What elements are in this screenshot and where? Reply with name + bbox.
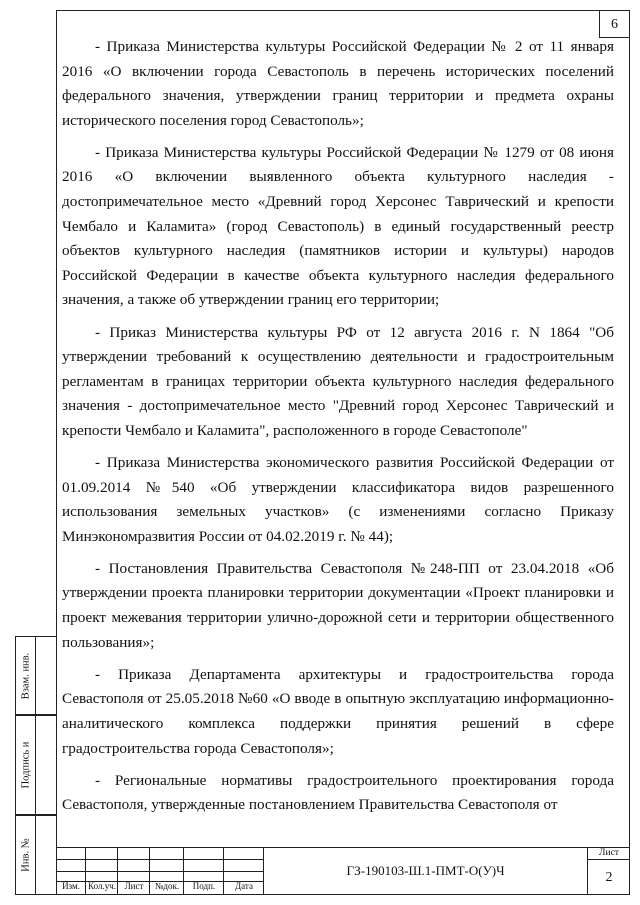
header-list: Лист [124,881,144,891]
document-body [62,35,614,825]
side-label-signature-date: Подпись и [20,741,31,789]
side-label-inv-no: Инв. № [20,838,31,872]
header-date: Дата [235,881,253,891]
sheet-number: 2 [605,870,613,885]
page-number: 6 [599,11,629,38]
header-signature: Подп. [192,881,216,891]
side-box-inv-replaced [15,636,56,715]
paragraph: - Региональные нормативы градостроительного проектирования города Севастополя, утвержденные постановлением Правительства Севастополя от [62,771,614,814]
side-box-inv-no [15,815,56,895]
sheet-label: Лист [588,847,630,860]
header-doc-no: №док. [154,881,180,891]
header-kol-uch: Кол.уч. [88,881,116,891]
paragraph: - Приказа Департамента архитектуры и градостроительства города Севастополя от 25.05.2018 №60 «О вводе в опытную эксплуатацию информационно-аналитического комплекса поддержки принятия решений в сфере градостроительства города Севастополя»; [62,665,614,757]
paragraph: - Приказа Министерства культуры Российской Федерации № 2 от 11 января 2016 «О включении города Севастополь в перечень исторических поселений федерального значения, утверждении границ территории и предмета охраны исторического поселения город Севастополь»; [62,38,614,129]
paragraph: - Постановления Правительства Севастополя №248-ПП от 23.04.2018 «Об утверждении проекта планировки территории документации «Проект планировки и проект межевания территории улично-дорожной сети и территории общественного пользования»; [62,559,614,651]
paragraph: - Приказа Министерства культуры Российской Федерации № 1279 от 08 июня 2016 «О включении выявленного объекта культурного наследия - достопримечательное место «Древний город Херсонес Таврический и крепости Чембало и Каламита» (город Севастополь) в единый государственный реестр объектов культурного наследия (памятников истории и культуры) народов Российской Федерации в качестве объекта культурного наследия федерального значения, а также об утверждении границ его территории; [62,143,614,309]
paragraph: - Приказ Министерства культуры РФ от 12 августа 2016 г. N 1864 "Об утверждении требований к осуществлению деятельности и градостроительным регламентам в границах территории объекта культурного наследия федерального значения - достопримечательное место "Древний город Херсонес Таврический и крепости Чембало и Каламита", расположенного в городе Севастополе" [62,323,614,439]
side-label-inv-replaced: Взам. инв. [20,652,31,699]
header-izm: Изм. [62,881,80,891]
paragraph: - Приказа Министерства экономического развития Российской Федерации от 01.09.2014 №540 «Об утверждении классификатора видов разрешенного использования земельных участков» (с изменениями согласно Приказу Минэкономразвития России от 04.02.2019 г. № 44); [62,454,614,545]
revision-grid [56,847,264,895]
title-block [56,847,630,895]
side-box-signature-date [15,715,56,815]
document-code: ГЗ-190103-Ш.1-ПМТ-О(У)Ч [264,847,588,895]
